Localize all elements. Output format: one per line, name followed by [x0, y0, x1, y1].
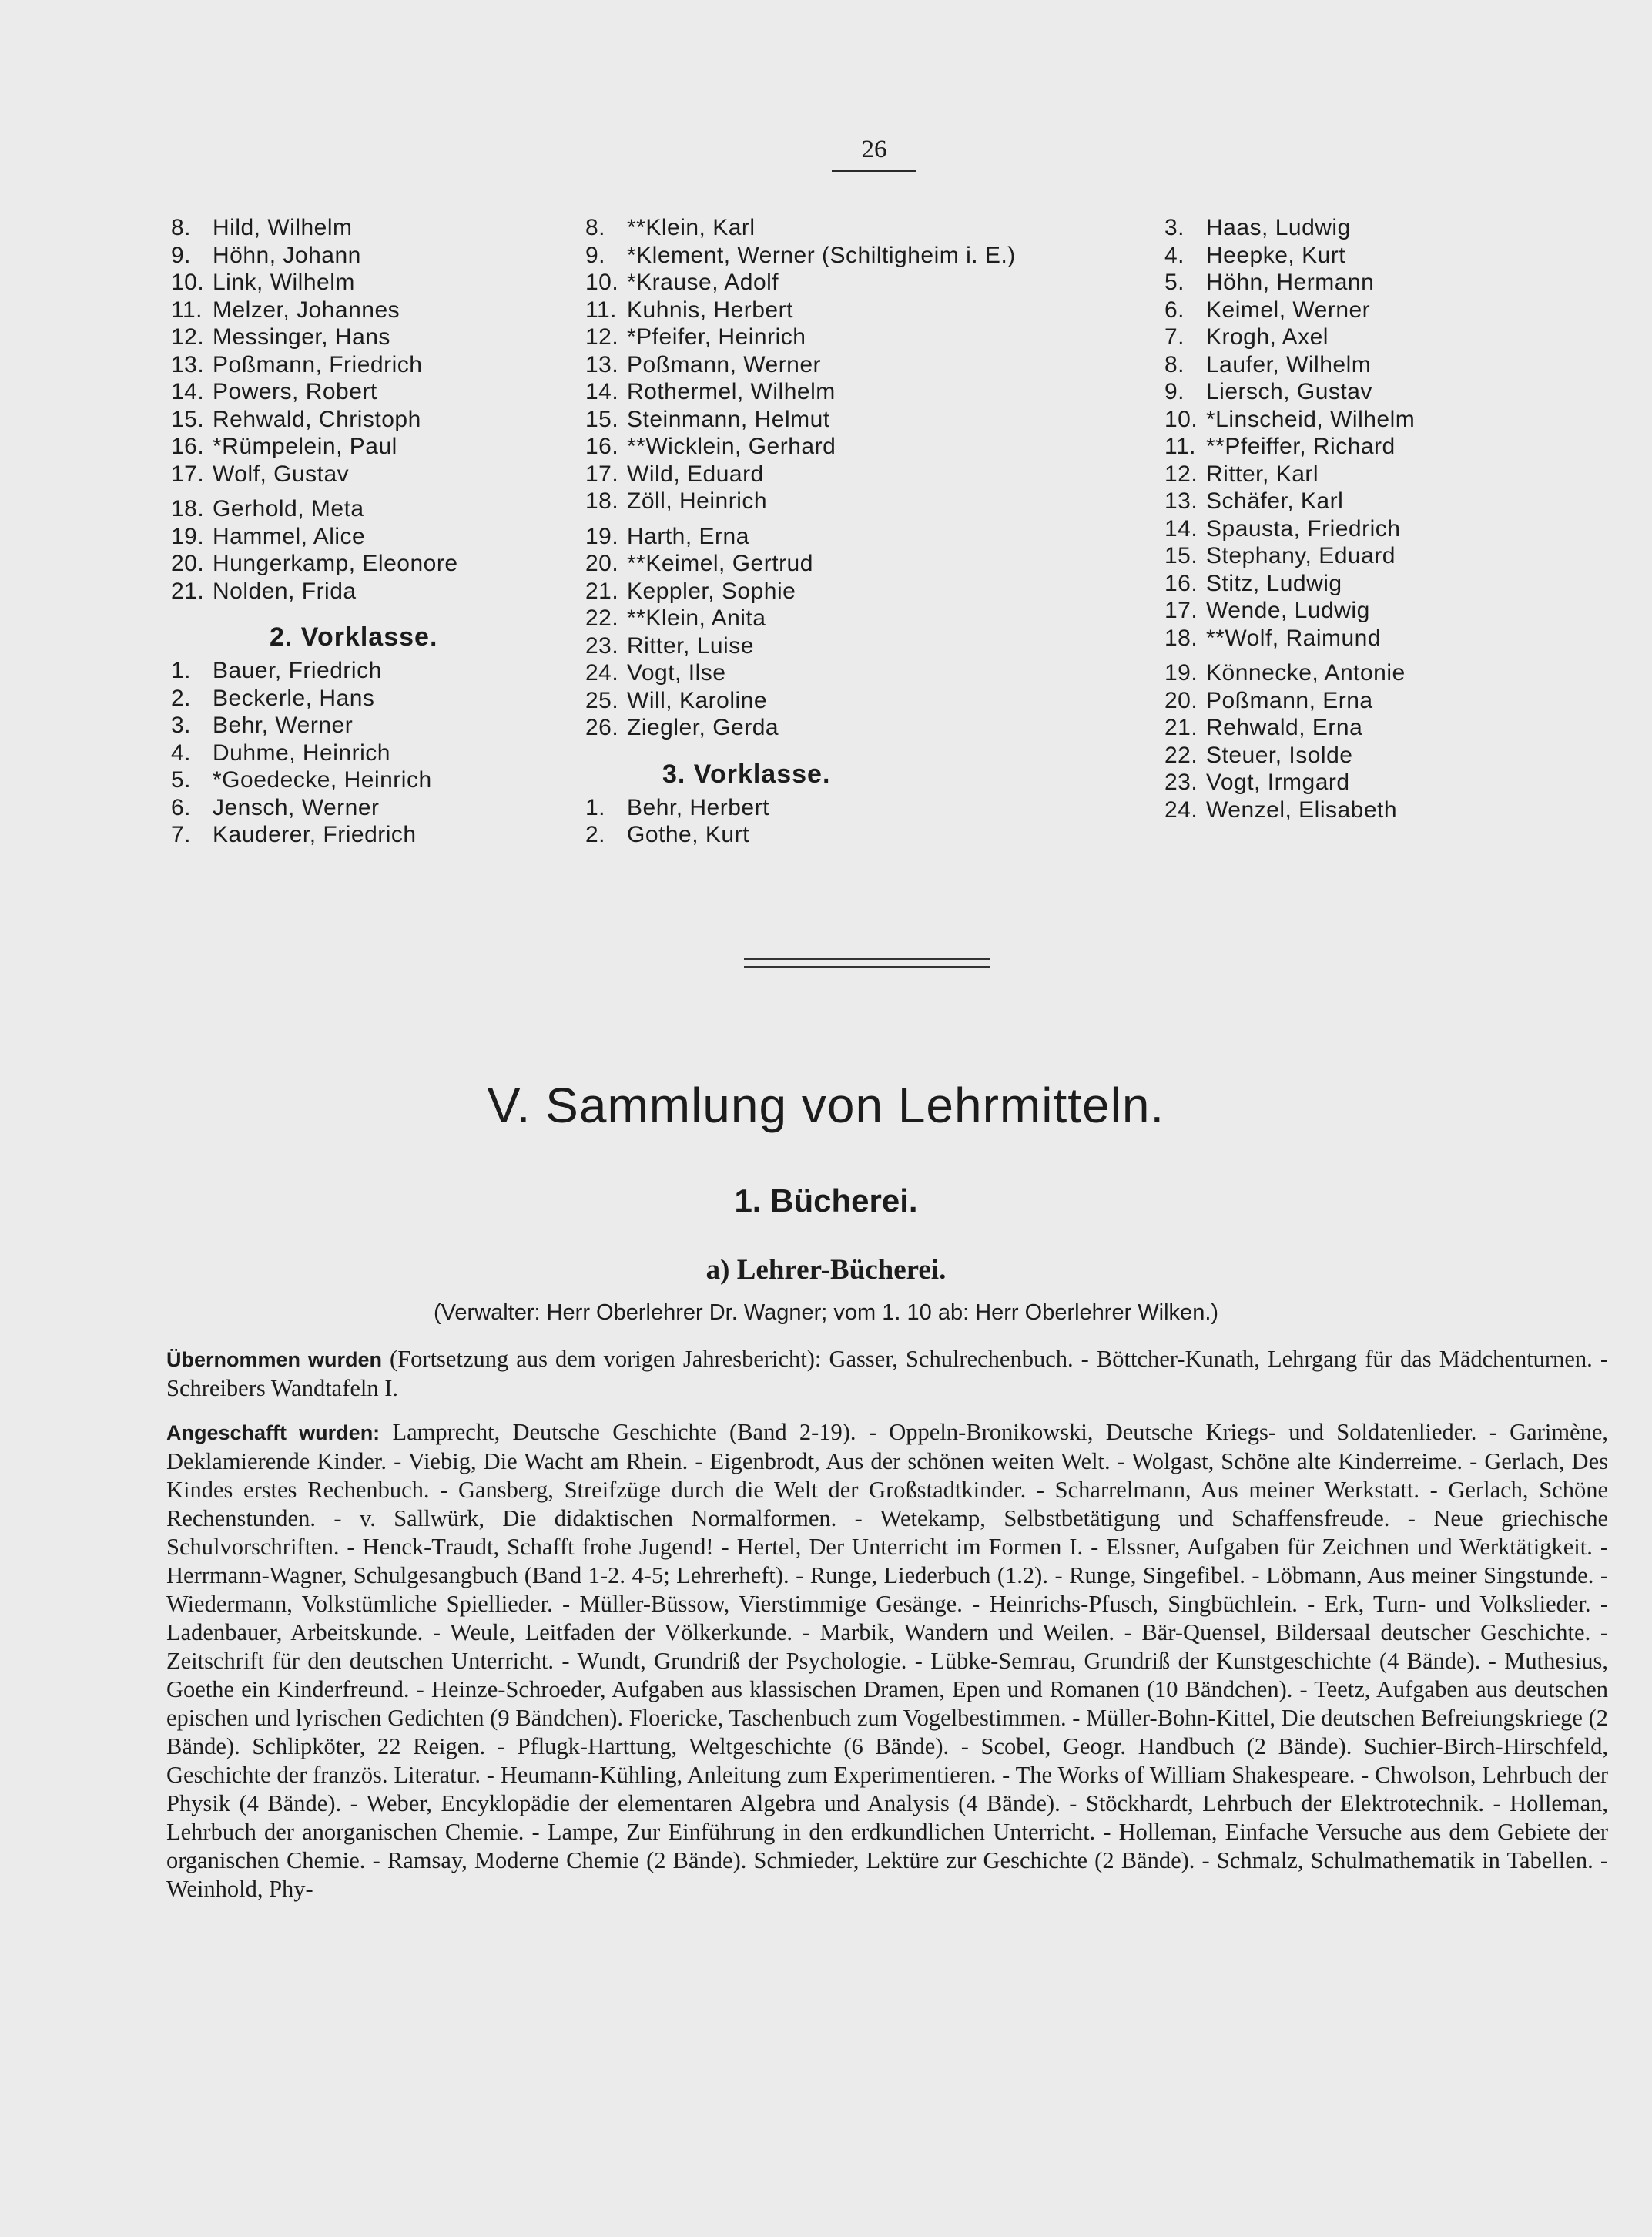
entry-number: 11.	[585, 297, 617, 323]
entry-number: 21.	[1164, 715, 1198, 740]
student-entry	[1164, 542, 1534, 570]
student-entry	[585, 378, 1109, 406]
student-name: Steinmann, Helmut	[627, 406, 830, 432]
student-name: Heepke, Kurt	[1206, 242, 1346, 268]
student-name: **Klein, Anita	[627, 605, 766, 631]
student-entry	[585, 714, 1109, 742]
entry-number: 4.	[1164, 242, 1185, 268]
student-entry	[171, 657, 533, 685]
paragraph-lead: Übernommen wurden	[166, 1348, 382, 1371]
student-entry	[171, 406, 533, 434]
student-entry	[1164, 324, 1534, 351]
student-name: Vogt, Irmgard	[1206, 770, 1350, 795]
student-entry	[585, 433, 1109, 461]
student-entry	[171, 685, 533, 713]
student-entry	[1164, 515, 1534, 543]
class-list-column-2	[585, 214, 1109, 849]
student-name: Poßmann, Erna	[1206, 687, 1373, 713]
student-name: Messinger, Hans	[213, 324, 390, 350]
student-name: Nolden, Frida	[213, 578, 357, 604]
student-name: Behr, Herbert	[627, 794, 769, 820]
entry-number: 15.	[1164, 543, 1198, 568]
student-name: Steuer, Isolde	[1206, 742, 1353, 768]
student-name: Ziegler, Gerda	[627, 715, 779, 740]
student-name: Hild, Wilhelm	[213, 215, 353, 240]
entry-number: 3.	[171, 713, 192, 738]
student-entry	[1164, 297, 1534, 324]
entry-number: 23.	[1164, 770, 1198, 795]
entry-number: 19.	[171, 523, 205, 549]
class-list-column-3	[1164, 214, 1534, 823]
student-name: *Klement, Werner (Schiltigheim i. E.)	[627, 242, 1016, 268]
class-heading: 3. Vorklasse.	[662, 759, 831, 789]
student-name: **Wicklein, Gerhard	[627, 434, 836, 459]
student-entry	[171, 351, 533, 379]
student-name: Beckerle, Hans	[213, 685, 375, 711]
section-title: V. Sammlung von Lehrmitteln.	[487, 1078, 1165, 1133]
student-name: Vogt, Ilse	[627, 660, 726, 686]
entry-number: 5.	[1164, 270, 1185, 295]
student-entry	[171, 297, 533, 324]
entry-number: 2.	[585, 822, 606, 847]
entry-number: 8.	[585, 215, 606, 240]
student-name: Powers, Robert	[213, 379, 377, 404]
student-entry	[585, 821, 1109, 849]
student-name: Liersch, Gustav	[1206, 379, 1372, 404]
student-name: Will, Karoline	[627, 687, 768, 713]
student-name: Gerhold, Meta	[213, 496, 364, 522]
entry-number: 15.	[171, 406, 205, 432]
student-name: **Wolf, Raimund	[1206, 625, 1382, 651]
entry-number: 19.	[585, 523, 619, 549]
entry-number: 17.	[171, 461, 205, 487]
class-list-column-1	[171, 214, 533, 849]
student-entry	[1164, 570, 1534, 598]
student-name: Harth, Erna	[627, 523, 749, 549]
entry-number: 26.	[585, 715, 619, 740]
entry-number: 16.	[585, 434, 619, 459]
student-name: Poßmann, Friedrich	[213, 351, 423, 377]
entry-number: 1.	[171, 658, 192, 683]
student-name: Ritter, Luise	[627, 632, 754, 659]
student-entry	[1164, 378, 1534, 406]
student-name: Rehwald, Erna	[1206, 715, 1363, 740]
entry-number: 22.	[585, 605, 619, 631]
entry-number: 10.	[171, 270, 205, 295]
student-entry	[1164, 625, 1534, 652]
student-entry	[585, 324, 1109, 351]
student-entry	[171, 242, 533, 270]
entry-number: 7.	[171, 822, 192, 847]
student-entry	[1164, 659, 1534, 687]
entry-number: 14.	[585, 379, 619, 404]
entry-number: 9.	[1164, 379, 1185, 404]
student-name: Haas, Ludwig	[1206, 215, 1351, 240]
student-name: Spausta, Friedrich	[1206, 515, 1401, 542]
student-name: Höhn, Johann	[213, 242, 361, 268]
student-entry	[171, 550, 533, 578]
entry-number: 7.	[1164, 324, 1185, 350]
entry-number: 5.	[171, 767, 192, 793]
entry-number: 6.	[1164, 297, 1185, 323]
student-entry	[585, 406, 1109, 434]
student-name: Ritter, Karl	[1206, 461, 1319, 487]
student-entry	[1164, 433, 1534, 461]
group-gap	[1164, 652, 1534, 659]
student-entry	[1164, 406, 1534, 434]
entry-number: 12.	[585, 324, 619, 350]
student-entry	[1164, 242, 1534, 270]
student-entry	[171, 461, 533, 488]
entry-number: 14.	[1164, 515, 1198, 542]
paragraph-body: (Fortsetzung aus dem vorigen Jahresbericht): Gasser, Schulrechenbuch. - Böttcher-Kunath, Lehrgang für das Mädchenturnen. - Schreibers Wandtafeln I.	[166, 1346, 1608, 1401]
student-name: *Linscheid, Wilhelm	[1206, 406, 1416, 432]
book-list-text	[166, 1345, 1608, 1903]
student-entry	[1164, 461, 1534, 488]
student-name: Könnecke, Antonie	[1206, 660, 1406, 686]
student-name: Hungerkamp, Eleonore	[213, 551, 458, 576]
entry-number: 25.	[585, 687, 619, 713]
student-name: Schäfer, Karl	[1206, 488, 1344, 514]
group-gap	[171, 488, 533, 495]
entry-number: 8.	[1164, 351, 1185, 377]
entry-number: 13.	[171, 351, 205, 377]
student-entry	[171, 712, 533, 740]
student-name: Kauderer, Friedrich	[213, 822, 417, 847]
student-entry	[171, 794, 533, 822]
student-entry	[585, 297, 1109, 324]
student-entry	[585, 794, 1109, 822]
entry-number: 13.	[1164, 488, 1198, 514]
page-number: 26	[832, 136, 916, 172]
student-name: *Krause, Adolf	[627, 270, 779, 295]
student-entry	[585, 523, 1109, 551]
student-name: **Klein, Karl	[627, 215, 756, 240]
entry-number: 4.	[171, 740, 192, 766]
student-name: Behr, Werner	[213, 713, 354, 738]
entry-number: 18.	[1164, 625, 1198, 651]
paragraph-taken-over	[166, 1345, 1608, 1403]
student-entry	[171, 214, 533, 242]
student-entry	[1164, 742, 1534, 770]
section-divider	[744, 958, 990, 968]
paragraph-acquired	[166, 1418, 1608, 1903]
student-entry	[171, 578, 533, 605]
student-name: Höhn, Hermann	[1206, 270, 1375, 295]
student-entry	[171, 378, 533, 406]
student-entry	[171, 495, 533, 523]
entry-number: 9.	[585, 242, 606, 268]
administrator-note: (Verwalter: Herr Oberlehrer Dr. Wagner; vom 1. 10 ab: Herr Oberlehrer Wilken.)	[433, 1300, 1219, 1325]
student-name: Zöll, Heinrich	[627, 488, 768, 514]
student-entry	[585, 214, 1109, 242]
entry-number: 13.	[585, 351, 619, 377]
student-entry	[585, 269, 1109, 297]
entry-number: 2.	[171, 685, 192, 711]
student-entry	[171, 324, 533, 351]
student-entry	[1164, 714, 1534, 742]
entry-number: 20.	[585, 551, 619, 576]
entry-number: 21.	[171, 578, 205, 604]
entry-number: 17.	[1164, 598, 1198, 623]
student-entry	[585, 659, 1109, 687]
student-name: Keimel, Werner	[1206, 297, 1371, 323]
student-name: Wild, Eduard	[627, 461, 764, 487]
entry-number: 17.	[585, 461, 619, 487]
entry-number: 24.	[585, 660, 619, 686]
subsubsection-title: a) Lehrer-Bücherei.	[705, 1254, 947, 1286]
entry-number: 20.	[171, 551, 205, 576]
entry-number: 16.	[1164, 570, 1198, 596]
student-entry	[1164, 687, 1534, 715]
student-entry	[171, 740, 533, 767]
student-entry	[1164, 351, 1534, 379]
student-name: Wenzel, Elisabeth	[1206, 797, 1398, 823]
student-name: Hammel, Alice	[213, 523, 366, 549]
student-entry	[585, 632, 1109, 660]
student-entry	[585, 488, 1109, 515]
student-name: **Keimel, Gertrud	[627, 551, 813, 576]
entry-number: 3.	[1164, 215, 1185, 240]
student-name: Jensch, Werner	[213, 794, 380, 820]
entry-number: 9.	[171, 242, 192, 268]
student-entry	[1164, 488, 1534, 515]
entry-number: 19.	[1164, 660, 1198, 686]
student-name: Wende, Ludwig	[1206, 598, 1370, 623]
student-entry	[171, 523, 533, 551]
student-name: Krogh, Axel	[1206, 324, 1329, 350]
entry-number: 23.	[585, 632, 619, 659]
entry-number: 8.	[171, 215, 192, 240]
student-name: Melzer, Johannes	[213, 297, 400, 323]
entry-number: 18.	[585, 488, 619, 514]
student-name: Link, Wilhelm	[213, 270, 355, 295]
student-entry	[585, 351, 1109, 379]
paragraph-body: Lamprecht, Deutsche Geschichte (Band 2-19). - Oppeln-Bronikowski, Deutsche Kriegs- und Soldatenlieder. - Garimène, Deklamierende Kinder. - Viebig, Die Wacht am Rhein. - Eigenbrodt, Aus der schönen weiten Welt. - Wolgast, Schöne alte Kinderreime. - Gerlach, Des Kindes erstes Rechenbuch. - Gansberg, Streifzüge durch die Welt der Großstadtkinder. - Scharrelmann, Aus meiner Werkstatt. - Gerlach, Schöne Rechenstunden. - v. Sallwürk, Die didaktischen Normalformen. - Wetekamp, Selbstbetätigung und Schaffensfreude. - Neue griechische Schulvorschriften. - Henck-Traudt, Schafft frohe Jugend! - Hertel, Der Unterricht im Formen I. - Elssner, Aufgaben für Zeichnen und Werktätigkeit. - Herrmann-Wagner, Schulgesangbuch (Band 1-2. 4-5; Lehrerheft). - Runge, Liederbuch (1.2). - Runge, Singefibel. - Löbmann, Aus meiner Singstunde. - Wiedermann, Volkstümliche Spiellieder. - Müller-Büssow, Vierstimmige Gesänge. - Heinrichs-Pfusch, Singbüchlein. - Erk, Turn- und Volkslieder. - Ladenbauer, Arbeitskunde. - Weule, Leitfaden der Völkerkunde. - Marbik, Wandern und Weilen. - Bär-Quensel, Bildersaal deutscher Geschichte. - Zeitschrift für den deutschen Unterricht. - Wundt, Grundriß der Psychologie. - Lübke-Semrau, Grundriß der Kunstgeschichte (4 Bände). - Muthesius, Goethe ein Kinderfreund. - Heinze-Schroeder, Aufgaben aus klassischen Dramen, Epen und Romanen (10 Bändchen). - Teetz, Aufgaben aus deutschen epischen und lyrischen Gedichten (9 Bändchen). Floericke, Taschenbuch zum Vogelbestimmen. - Müller-Bohn-Kittel, Die deutschen Befreiungskriege (2 Bände). Schlipköter, 22 Reigen. - Pflugk-Harttung, Weltgeschichte (6 Bände). - Scobel, Geogr. Handbuch (2 Bände). Suchier-Birch-Hirschfeld, Geschichte der französ. Literatur. - Heumann-Kühling, Anleitung zum Experimentieren. - The Works of William Shakespeare. - Chwolson, Lehrbuch der Physik (4 Bände). - Weber, Encyklopädie der elementaren Algebra und Analysis (4 Bände). - Stöckhardt, Lehrbuch der Elektrotechnik. - Holleman, Lehrbuch der anorganischen Chemie. - Lampe, Zur Einführung in den erdkundlichen Unterricht. - Holleman, Einfache Versuche aus dem Gebiete der organischen Chemie. - Ramsay, Moderne Chemie (2 Bände). Schmieder, Lektüre zur Geschichte (2 Bände). - Schmalz, Schulmathematik in Tabellen. - Weinhold, Phy-	[166, 1419, 1609, 1902]
entry-number: 11.	[1164, 434, 1196, 459]
entry-number: 15.	[585, 406, 619, 432]
entry-number: 24.	[1164, 797, 1198, 823]
student-entry	[1164, 797, 1534, 824]
student-entry	[1164, 597, 1534, 625]
entry-number: 22.	[1164, 742, 1198, 768]
student-name: Gothe, Kurt	[627, 822, 749, 847]
entry-number: 11.	[171, 297, 203, 323]
student-name: *Rümpelein, Paul	[213, 434, 397, 459]
student-entry	[585, 242, 1109, 270]
entry-number: 12.	[171, 324, 205, 350]
subsection-title: 1. Bücherei.	[734, 1182, 918, 1219]
entry-number: 1.	[585, 794, 606, 820]
student-entry	[585, 605, 1109, 632]
entry-number: 12.	[1164, 461, 1198, 487]
entry-number: 20.	[1164, 687, 1198, 713]
student-entry	[1164, 269, 1534, 297]
student-entry	[585, 687, 1109, 715]
student-name: Bauer, Friedrich	[213, 658, 382, 683]
student-name: Wolf, Gustav	[213, 461, 350, 487]
paragraph-lead: Angeschafft wurden:	[166, 1421, 380, 1444]
student-name: Keppler, Sophie	[627, 578, 796, 604]
entry-number: 14.	[171, 379, 205, 404]
student-entry	[585, 461, 1109, 488]
entry-number: 21.	[585, 578, 619, 604]
class-heading: 2. Vorklasse.	[270, 622, 438, 652]
student-name: Rothermel, Wilhelm	[627, 379, 836, 404]
entry-number: 10.	[585, 270, 619, 295]
student-name: Stitz, Ludwig	[1206, 570, 1342, 596]
entry-number: 18.	[171, 496, 205, 522]
student-name: *Pfeifer, Heinrich	[627, 324, 806, 350]
student-entry	[585, 578, 1109, 605]
student-name: Rehwald, Christoph	[213, 406, 421, 432]
student-entry	[171, 269, 533, 297]
entry-number: 10.	[1164, 406, 1198, 432]
entry-number: 6.	[171, 794, 192, 820]
student-name: Poßmann, Werner	[627, 351, 822, 377]
student-name: Duhme, Heinrich	[213, 740, 390, 766]
student-name: Kuhnis, Herbert	[627, 297, 793, 323]
student-name: *Goedecke, Heinrich	[213, 767, 432, 793]
student-name: **Pfeiffer, Richard	[1206, 434, 1396, 459]
student-entry	[1164, 769, 1534, 797]
student-entry	[171, 433, 533, 461]
student-name: Laufer, Wilhelm	[1206, 351, 1372, 377]
entry-number: 16.	[171, 434, 205, 459]
student-entry	[585, 550, 1109, 578]
student-entry	[171, 821, 533, 849]
student-name: Stephany, Eduard	[1206, 543, 1396, 568]
student-entry	[171, 766, 533, 794]
student-entry	[1164, 214, 1534, 242]
group-gap	[585, 515, 1109, 523]
